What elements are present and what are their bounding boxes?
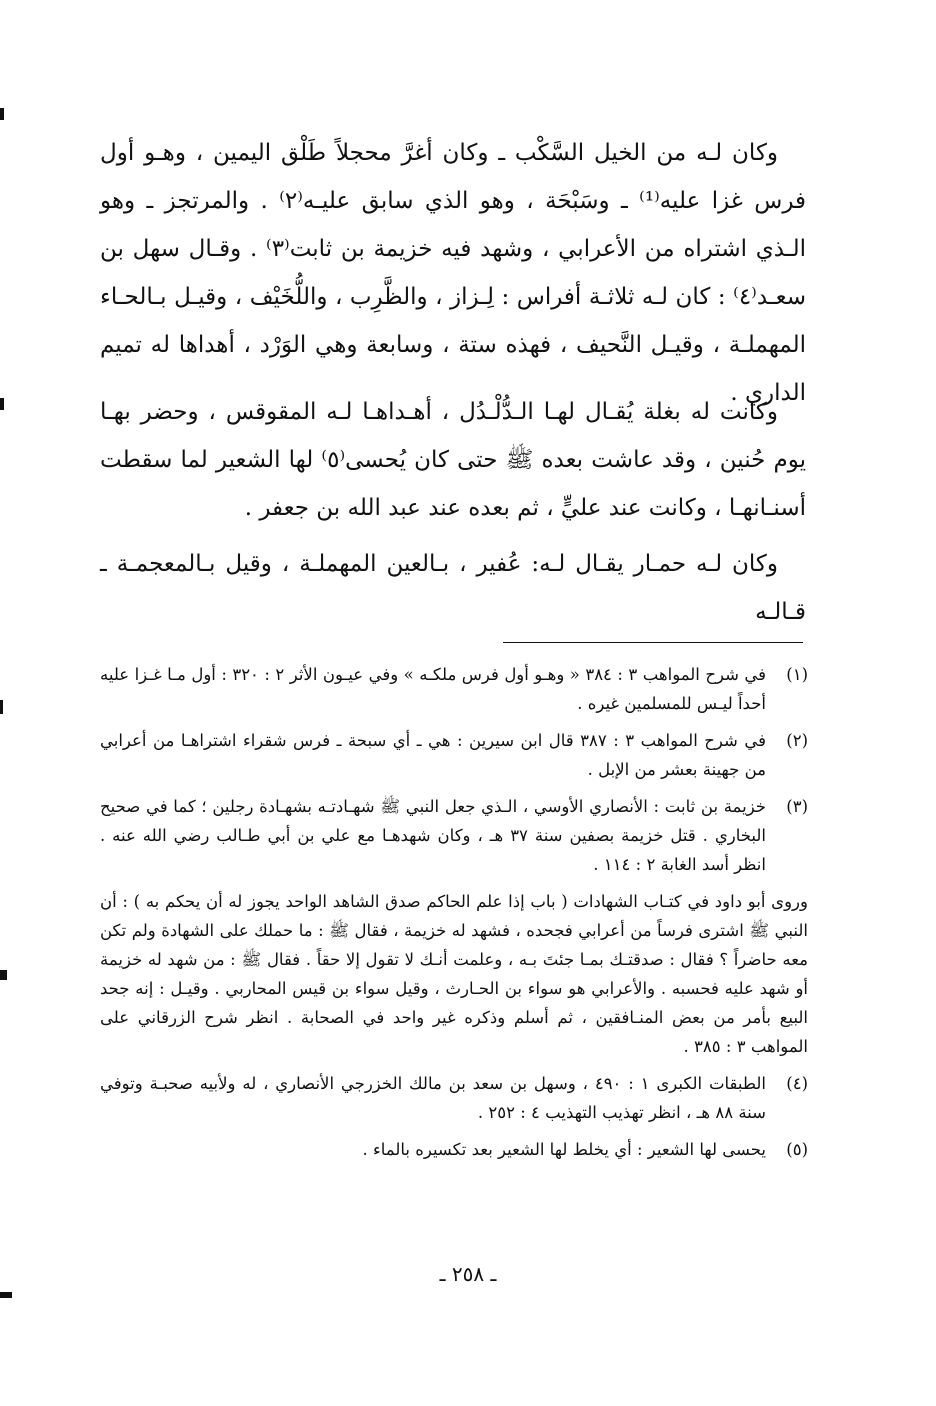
footnote [100,792,808,879]
footnote [100,1069,808,1127]
footnote-number: (٥) [786,1140,808,1159]
paragraph-text: وكانت له بغلة يُقـال لهـا الـدُّلْـدُل ، أهـداهـا لـه المقوقس ، وحضر بهـا يوم حُنين ، وقد عاشت بعده ﷺ حتى كان يُحسى⁽٥⁾ لها الشعير لما سقطت أسنـانهـا ، وكانت عند عليٍّ ، ثم بعده عند عبد الله بن جعفر . [100,399,807,521]
footnote-text: خزيمة بن ثابت : الأنصاري الأوسي ، الـذي جعل النبي ﷺ شهـادتـه بشهـادة رجلين ؛ كما في صحيح البخاري . قتل خزيمة بصفين سنة ٣٧ هـ ، وكان شهدهـا مع علي بن أبي طـالب رضي الله عنه . انظر أسد الغابة ٢ : ١١٤ . [100,797,767,874]
body-paragraph-horses [100,129,806,417]
footnote-text: يحسى لها الشعير : أي يخلط لها الشعير بعد تكسيره بالماء . [362,1140,766,1159]
footnote-separator [503,642,803,643]
body-paragraph-donkey [100,540,806,636]
scan-margin-mark [0,970,7,980]
scan-margin-mark [0,108,4,120]
footnote-continuation: وروى أبو داود في كتـاب الشهادات ( باب إذا علم الحاكم صدق الشاهد الواحد يجوز له أن يحكم به ) : أن النبي ﷺ اشترى فرساً من أعرابي فجحده ، فشهد له خزيمة ، فقال ﷺ : ما حملك على الشهادة ولم تكن معه حاضراً ؟ فقال : صدقتـك بمـا جئتَ بـه ، وعلمت أنـك لا تقول إلا حقاً . فقال ﷺ : من شهد له خزيمة أو شهد عليه فحسبه . والأعرابي هو سواء بن الحـارث ، وقيل سواء بن قيس المحاربي . وقيـل : إنه جحد البيع بأمر من بعض المنـافقين ، ثم أسلم وذكره غير واحد في الصحابة . انظر شرح الزرقاني على المواهب ٣ : ٣٨٥ . [100,892,808,1056]
footnote [100,660,808,718]
footnote-text: الطبقات الكبرى ١ : ٤٩٠ ، وسهل بن سعد بن مالك الخزرجي الأنصاري ، له ولأبيه صحبـة وتوفي سنة ٨٨ هـ ، انظر تهذيب التهذيب ٤ : ٢٥٢ . [100,1074,766,1122]
footnote-text: في شرح المواهب ٣ : ٣٨٧ قال ابن سيرين : هي ـ أي سبحة ـ فرس شقراء اشتراهـا من أعرابي من جهينة بعشر من الإبل . [100,731,766,779]
paragraph-text: وكان لـه حمـار يقـال لـه: عُفير ، بـالعين المهملـة ، وقيل بـالمعجمـة ـ قـالـه [100,551,806,625]
page-number: ـ ٢٥٨ ـ [439,1262,497,1286]
paragraph-text: وكان لـه من الخيل السَّكْب ـ وكان أغرَّ محجلاً طَلْق اليمين ، وهـو أول فرس غزا عليه⁽¹⁾ ـ وسَبْحَة ، وهو الذي سابق عليـه⁽٢⁾ . والمرتجز ـ وهو الـذي اشتراه من الأعرابي ، وشهد فيه خزيمة بن ثابت⁽٣⁾ . وقـال سهل بن سعـد⁽٤⁾ : كان لـه ثلاثـة أفراس : لِـزاز ، والظَّرِب ، واللُّخَيْف ، وقيـل بـالحـاء المهملـة ، وقيـل النَّحيف ، فهذه ستة ، وسابعة وهي الوَرْد ، أهداها له تميم الداري . [100,140,806,406]
body-paragraph-mule [100,388,806,532]
scan-margin-mark [0,1292,12,1298]
footnote [100,726,808,784]
footnote-number: (٢) [786,731,808,750]
footnote-text: في شرح المواهب ٣ : ٣٨٤ « وهـو أول فرس ملكـه » وفي عيـون الأثر ٢ : ٣٢٠ : أول مـا غـزا عليه أحداً ليـس للمسلمين غيره . [100,665,766,713]
scan-margin-mark [0,700,3,714]
footnote-number: (٤) [786,1074,808,1093]
footnotes [100,660,808,1172]
footnote-number: (١) [786,665,808,684]
scan-margin-mark [0,398,4,410]
footnote-number: (٣) [786,797,808,816]
footnote [100,1135,808,1164]
